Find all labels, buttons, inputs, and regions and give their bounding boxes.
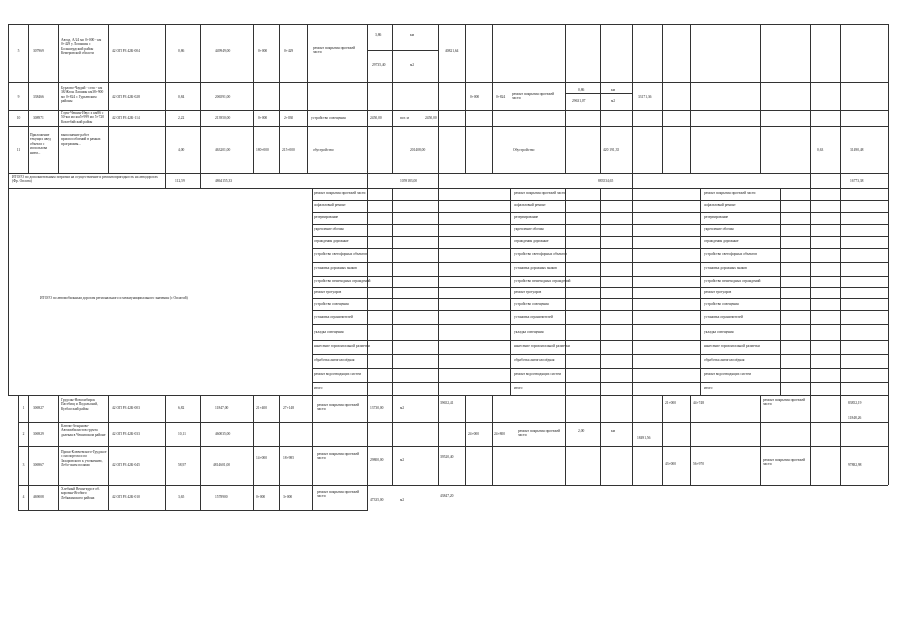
km-start: 14+000 [256,456,268,460]
col-line [438,395,439,485]
km-start: 0+000 [258,116,268,120]
unit: м2 [400,498,405,502]
table-rule [8,173,888,174]
col-line [760,395,761,485]
summary-rule [312,324,888,325]
road-length: 58,97 [178,463,187,467]
summary-item: устройство светофорных объектов [314,252,367,256]
unit: км [410,33,415,37]
summary-item: устройство пешеходных ограждений [514,279,571,283]
col-line [438,188,439,395]
extra-value: 420 191,35 [603,148,620,152]
road-name: Бурлово-Чаудай - село - км 38/Жгон Лапшин км38+900 мо 0+824 с Гурьевским районы [61,86,104,104]
col-line [662,395,663,485]
col-line [662,24,663,173]
road-name: Прока-Ключевского-Грудское с паспортом и по Захаровского к уточнению, Лебо-ским полями [61,450,107,468]
col-line [565,395,566,485]
row-code: 306929 [33,432,44,436]
road-sum: 206591,00 [215,95,231,99]
road-length: 10,11 [178,432,186,436]
summary-rule [312,287,888,288]
col-line [58,395,59,510]
summary-rule [312,340,888,341]
col-line [632,24,633,188]
row-total: 18491,56 [637,436,651,440]
row-total: 201408,00 [410,148,426,152]
summary-item: ремонт покрытия проезжей части [314,191,366,195]
itogo-mid: 1059183,00 [400,179,418,183]
row-number: 10 [16,116,21,120]
work-type: ремонт покрытия проезжей части [512,92,555,101]
col-line [565,188,566,395]
road-name: Хлебный Вешн-курсе об. коровья-Ягобиго Лебяжинского района [61,487,100,500]
row-number: 4 [22,495,25,499]
road-sum: 213950,00 [215,116,231,120]
col-line [279,395,280,510]
road-id: 42 ОП РЗ 42К-033 [112,432,140,436]
col-line [108,395,109,510]
summary-item: установка дорожных знаков [514,266,557,270]
road-length: 0,84 [178,95,185,99]
summary-item: обработка антигололёдная [514,358,555,362]
summary-item: ремонт покрытия проезжей части [704,191,756,195]
work-type: ремонт покрытия проезжей части [317,403,360,412]
itogo-sum: 4864155,33 [215,179,233,183]
row-total: 83852,19 [848,401,862,405]
col-line [28,395,29,510]
road-sum: 460035,00 [215,432,231,436]
summary-item: ремонт тротуаров [314,290,342,294]
table-rule [8,110,888,111]
summary-item: ремонт водоотводящих систем [704,372,751,376]
work-type: ремонт покрытия проезжей части [313,46,356,55]
road-id: 42 ОП РЗ 42К-045 [112,463,140,467]
col-line [600,24,601,173]
summary-rule [312,212,888,213]
summary-item: ограждения дорожные [314,239,349,243]
summary-item: укрепление обочин [314,227,344,231]
road-id: 42 ОП РЗ 42К-004 [112,49,140,53]
road-name: Автод. А/24 мо 0+000 - км 0+429 у Лопашин с Большердский район Кемеровской области [61,38,102,56]
summary-rule [312,200,888,201]
col-line [810,395,811,485]
summary-item: установка ограничителей [704,315,743,319]
km-end: 0+429 [284,49,294,53]
col-line [200,24,201,188]
road-id: 42 ОП РЗ 42К-028 [112,95,140,99]
col-line [690,24,691,173]
col-line [392,395,393,485]
work-type: ремонт покрытия проезжей части [763,398,806,407]
row-total: 11848,26 [848,416,862,420]
summary-item: устройство освещения [514,302,549,306]
summary-rule [312,382,888,383]
col-line [279,24,280,173]
row-code: Приложение текущих авед объекта с использова нием... [30,133,51,155]
km-start: 180+000 [256,148,269,152]
table-border-top [8,24,888,25]
volume: 2450,00 [370,116,382,120]
volume: 29800,00 [370,458,384,462]
summary-item: устройство светофорных объектов [514,252,567,256]
summary-item: асфальтовый ремонт [514,203,546,207]
km-start: 43+000 [665,462,677,466]
row-code: 306927 [33,406,44,410]
volume: 29735,40 [372,63,386,67]
km-end: 44+748 [693,401,705,405]
volume: 0,86 [578,88,585,92]
km-start: 21+000 [665,401,677,405]
volume: 29631,07 [572,99,586,103]
road-sum: 11847,00 [215,406,229,410]
row-total: 39652,41 [440,401,454,405]
volume: 47335,00 [370,498,384,502]
row-total: 2450,00 [425,116,437,120]
unit: м2 [400,406,405,410]
km-end: 215+000 [282,148,295,152]
summary-item: ремонт водоотводящих систем [314,372,361,376]
summary-item: ремонт покрытия проезжей части [514,191,566,195]
col-line [492,395,493,485]
row-number: 11 [16,148,21,152]
col-line [810,24,811,188]
summary-item: устройство пешеходных ограждений [704,279,761,283]
road-id: 42 ОП РЗ 42К-114 [112,116,140,120]
work-type: обустройство [313,148,334,152]
summary-rule [312,236,888,237]
extra-work: Обустройство [513,148,535,152]
row-code: 307969 [33,49,44,53]
summary-item: нанесение горизонтальной разметки [314,344,370,348]
col-line [780,188,781,395]
itogo-length: 112,59 [175,179,185,183]
volume: 2,00 [578,429,585,433]
col-line [888,188,889,395]
col-line [58,24,59,173]
col-line [367,395,368,510]
row-code: 469008 [33,495,44,499]
summary-item: резервирование [514,215,539,219]
summary-item: итого [704,386,713,390]
road-name: Ключи-Атырново-Автомобилистов грунта далекая в Чешипском районе [61,424,106,437]
row-number: 5 [17,49,20,53]
row-number: 1 [22,406,25,410]
summary-rule [312,248,888,249]
table-rule [8,82,888,83]
summary-item: укладка освещения [514,330,544,334]
work-type: ремонт покрытия проезжей части [763,458,806,467]
col-line [600,188,601,395]
summary-item: установка ограничителей [314,315,353,319]
summary-item: устройство освещения [704,302,739,306]
road-sum: 4814601,00 [213,463,231,467]
col-line [18,395,19,510]
col-line [600,395,601,485]
extra-coef: 0,63 [817,148,824,152]
road-length: 3,65 [178,495,185,499]
km-end: 27+148 [283,406,295,410]
col-line [632,188,633,395]
summary-item: устройство освещения [314,302,349,306]
road-length: 6,82 [178,406,185,410]
unit: пог. м [400,116,409,120]
col-line [465,24,466,173]
summary-item: резервирование [314,215,339,219]
summary-label: ИТОГО по автомобильным дорогам регионального и межмуниципального значения (с Оплатой) [40,296,188,300]
summary-item: укладка освещения [314,330,344,334]
unit: м2 [400,458,405,462]
km-start: 24+000 [468,432,480,436]
road-name: Глуш-Чешин-Ивус х км86 с 50-км мо км5+999 мо 5+720 Коктебайский район [61,111,104,124]
extra-total: 31490,48 [850,148,864,152]
row-total: 39520,40 [440,455,454,459]
table-rule [18,510,368,511]
summary-rule [312,224,888,225]
summary-item: устройство пешеходных ограждений [314,279,371,283]
table-rule [18,485,888,486]
summary-item: ограждения дорожные [704,239,739,243]
itogo-right: 883534,65 [598,179,614,183]
work-type: ремонт покрытия проезжей части [518,429,561,438]
col-line [253,395,254,510]
road-sum: 449949,00 [215,49,231,53]
volume: 3,86 [375,33,382,37]
km-end: 24+800 [494,432,506,436]
col-line [312,188,313,395]
road-sum: 1578900 [215,495,228,499]
summary-item: установка дорожных знаков [314,266,357,270]
itogo-right: 16773,38 [850,179,864,183]
summary-item: нанесение горизонтальной разметки [514,344,570,348]
summary-item: ограждения дорожные [514,239,549,243]
road-id: 42 ОП РЗ 42К-010 [112,495,140,499]
table-rule [18,422,888,423]
summary-item: укрепление обочин [704,227,734,231]
cell-rule [565,93,632,94]
road-length: 2,22 [178,116,185,120]
km-start: 0+000 [256,495,266,499]
row-total: 43847,20 [440,494,454,498]
road-length: 0,86 [178,49,185,53]
summary-item: ремонт водоотводящих систем [514,372,561,376]
summary-rule [312,276,888,277]
summary-rule [312,298,888,299]
col-line [253,24,254,173]
km-start: 21+400 [256,406,268,410]
summary-rule [312,310,888,311]
col-line [200,395,201,510]
col-line [632,395,633,485]
col-line [492,24,493,173]
summary-item: укладка освещения [704,330,734,334]
summary-item: установка дорожных знаков [704,266,747,270]
table-rule [8,188,888,189]
col-line [465,395,466,485]
col-line [690,395,691,485]
col-line [392,188,393,395]
row-total: 33171,36 [638,95,652,99]
cell-rule [367,50,438,51]
work-type: устройство освещения [311,116,346,120]
summary-item: устройство светофорных объектов [704,252,757,256]
table-rule [18,446,888,447]
km-end: 2+030 [284,116,294,120]
col-line [565,24,566,173]
summary-rule [312,354,888,355]
summary-rule [312,368,888,369]
col-line [165,24,166,188]
unit: м2 [410,63,415,67]
summary-item: итого [514,386,523,390]
col-line [840,24,841,188]
summary-item: укрепление обочин [514,227,544,231]
col-line [438,24,439,188]
volume: 13730,00 [370,406,384,410]
row-number: 3 [22,463,25,467]
work-type: ремонт покрытия проезжей части [317,490,360,499]
km-start: 0+000 [258,49,268,53]
road-sum: 463201,00 [215,148,231,152]
summary-item: итого [314,386,323,390]
col-line [888,395,889,485]
row-total: 97882,98 [848,463,862,467]
col-line [840,188,841,395]
km-end: 3+000 [283,495,293,499]
row-code: 306967 [33,463,44,467]
col-line [8,188,9,395]
col-line [510,188,511,395]
road-length: 4,00 [178,148,185,152]
row-number: 2 [22,432,25,436]
col-line [108,24,109,173]
itogo-header: ИТОГО по дополнительным затратам на осуществление и ремонтопригодность на автодорогах (Фр. Оплата) [12,175,158,184]
row-total: 40821,64 [445,49,459,53]
summary-item: обработка антигололёдная [314,358,355,362]
unit: км [611,429,616,433]
row-number: 9 [17,95,20,99]
col-line [840,395,841,485]
km-end: 56+970 [693,462,705,466]
row-code: 338466 [33,95,44,99]
col-line [307,24,308,173]
summary-bottom [8,395,888,396]
summary-item: нанесение горизонтальной разметки [704,344,760,348]
col-line [760,24,761,173]
col-line [392,24,393,173]
road-id: 42 ОП РЗ 42К-003 [112,406,140,410]
summary-item: обработка антигололёдная [704,358,745,362]
col-line [367,24,368,188]
col-line [810,188,811,395]
summary-item: ремонт тротуаров [704,290,732,294]
row-code: 308971 [33,116,44,120]
km-start: 0+000 [470,95,480,99]
unit: м2 [611,99,616,103]
col-line [888,24,889,188]
km-end: 18+985 [283,456,295,460]
col-line [700,188,701,395]
col-line [28,24,29,173]
summary-item: асфальтовый ремонт [704,203,736,207]
col-line [312,395,313,510]
unit: км [611,88,616,92]
table-rule [8,126,888,127]
col-line [165,395,166,510]
work-type: ремонт покрытия проезжей части [317,452,360,461]
col-line [367,188,368,395]
summary-item: асфальтовый ремонт [314,203,346,207]
summary-item: ремонт тротуаров [514,290,542,294]
km-end: 0+824 [496,95,506,99]
summary-item: установка ограничителей [514,315,553,319]
summary-rule [312,262,888,263]
road-name: выполнение работ приспособлений в рамках программы... [61,133,101,146]
summary-item: резервирование [704,215,729,219]
road-name: Грудсин-Новосибирск Пастбищ и Подольский, Кузбасский район [61,398,98,411]
